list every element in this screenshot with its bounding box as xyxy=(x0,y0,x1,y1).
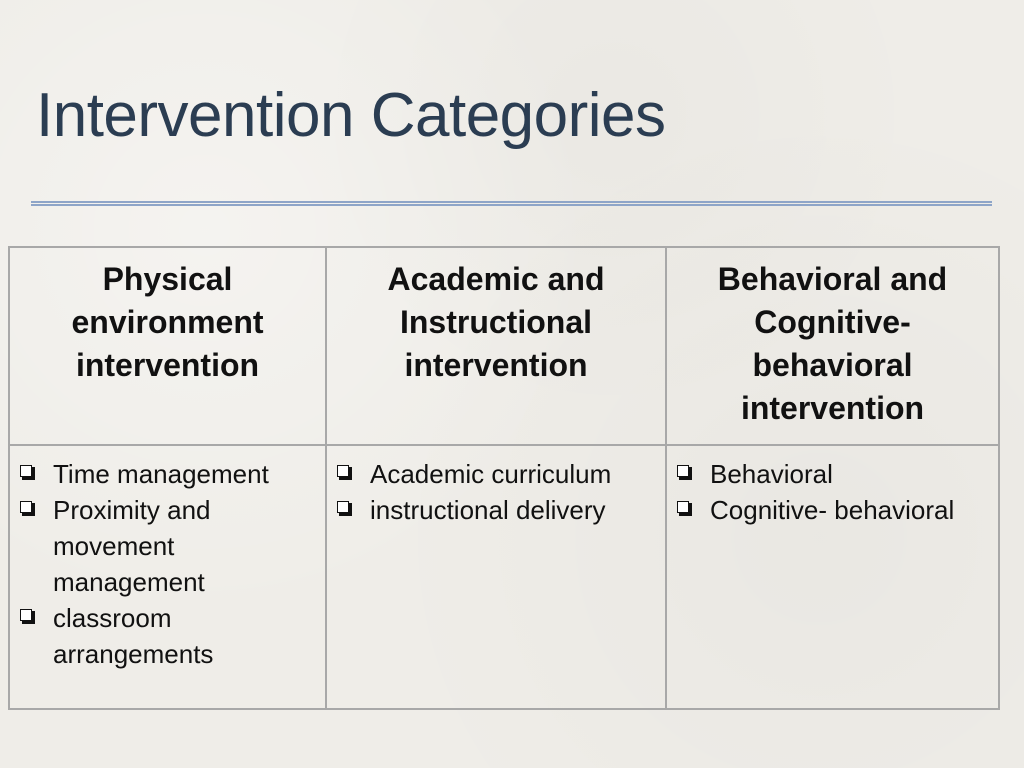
checkbox-bullet-icon xyxy=(677,465,693,481)
list-item xyxy=(677,492,994,528)
list-item-text: Academic curriculum xyxy=(370,459,612,489)
cell-behavioral-items xyxy=(666,445,999,709)
academic-items-list xyxy=(337,456,661,528)
slide-title: Intervention Categories xyxy=(36,81,666,150)
list-item xyxy=(337,492,661,528)
list-item-text: instructional delivery xyxy=(370,495,606,525)
column-header-behavioral: Behavioral and Cognitive-behavioral intervention xyxy=(666,247,999,445)
list-item-text: Behavioral xyxy=(710,459,833,489)
list-item xyxy=(677,456,994,492)
list-item xyxy=(20,492,321,600)
checkbox-bullet-icon xyxy=(20,465,36,481)
cell-physical-items xyxy=(9,445,326,709)
checkbox-bullet-icon xyxy=(677,501,693,517)
behavioral-items-list xyxy=(677,456,994,528)
table-header-row xyxy=(9,247,999,445)
physical-items-list xyxy=(20,456,321,672)
table-body-row xyxy=(9,445,999,709)
checkbox-bullet-icon xyxy=(337,501,353,517)
column-header-physical: Physical environment intervention xyxy=(9,247,326,445)
column-header-academic: Academic and Instructional intervention xyxy=(326,247,666,445)
list-item-text: Proximity and movement management xyxy=(53,495,211,597)
list-item-text: Time management xyxy=(53,459,269,489)
list-item xyxy=(337,456,661,492)
list-item-text: classroom arrangements xyxy=(53,603,214,669)
checkbox-bullet-icon xyxy=(20,501,36,517)
checkbox-bullet-icon xyxy=(337,465,353,481)
categories-table xyxy=(8,246,1000,710)
title-divider xyxy=(31,201,992,206)
list-item-text: Cognitive- behavioral xyxy=(710,495,955,525)
list-item xyxy=(20,456,321,492)
cell-academic-items xyxy=(326,445,666,709)
list-item xyxy=(20,600,321,672)
checkbox-bullet-icon xyxy=(20,609,36,625)
